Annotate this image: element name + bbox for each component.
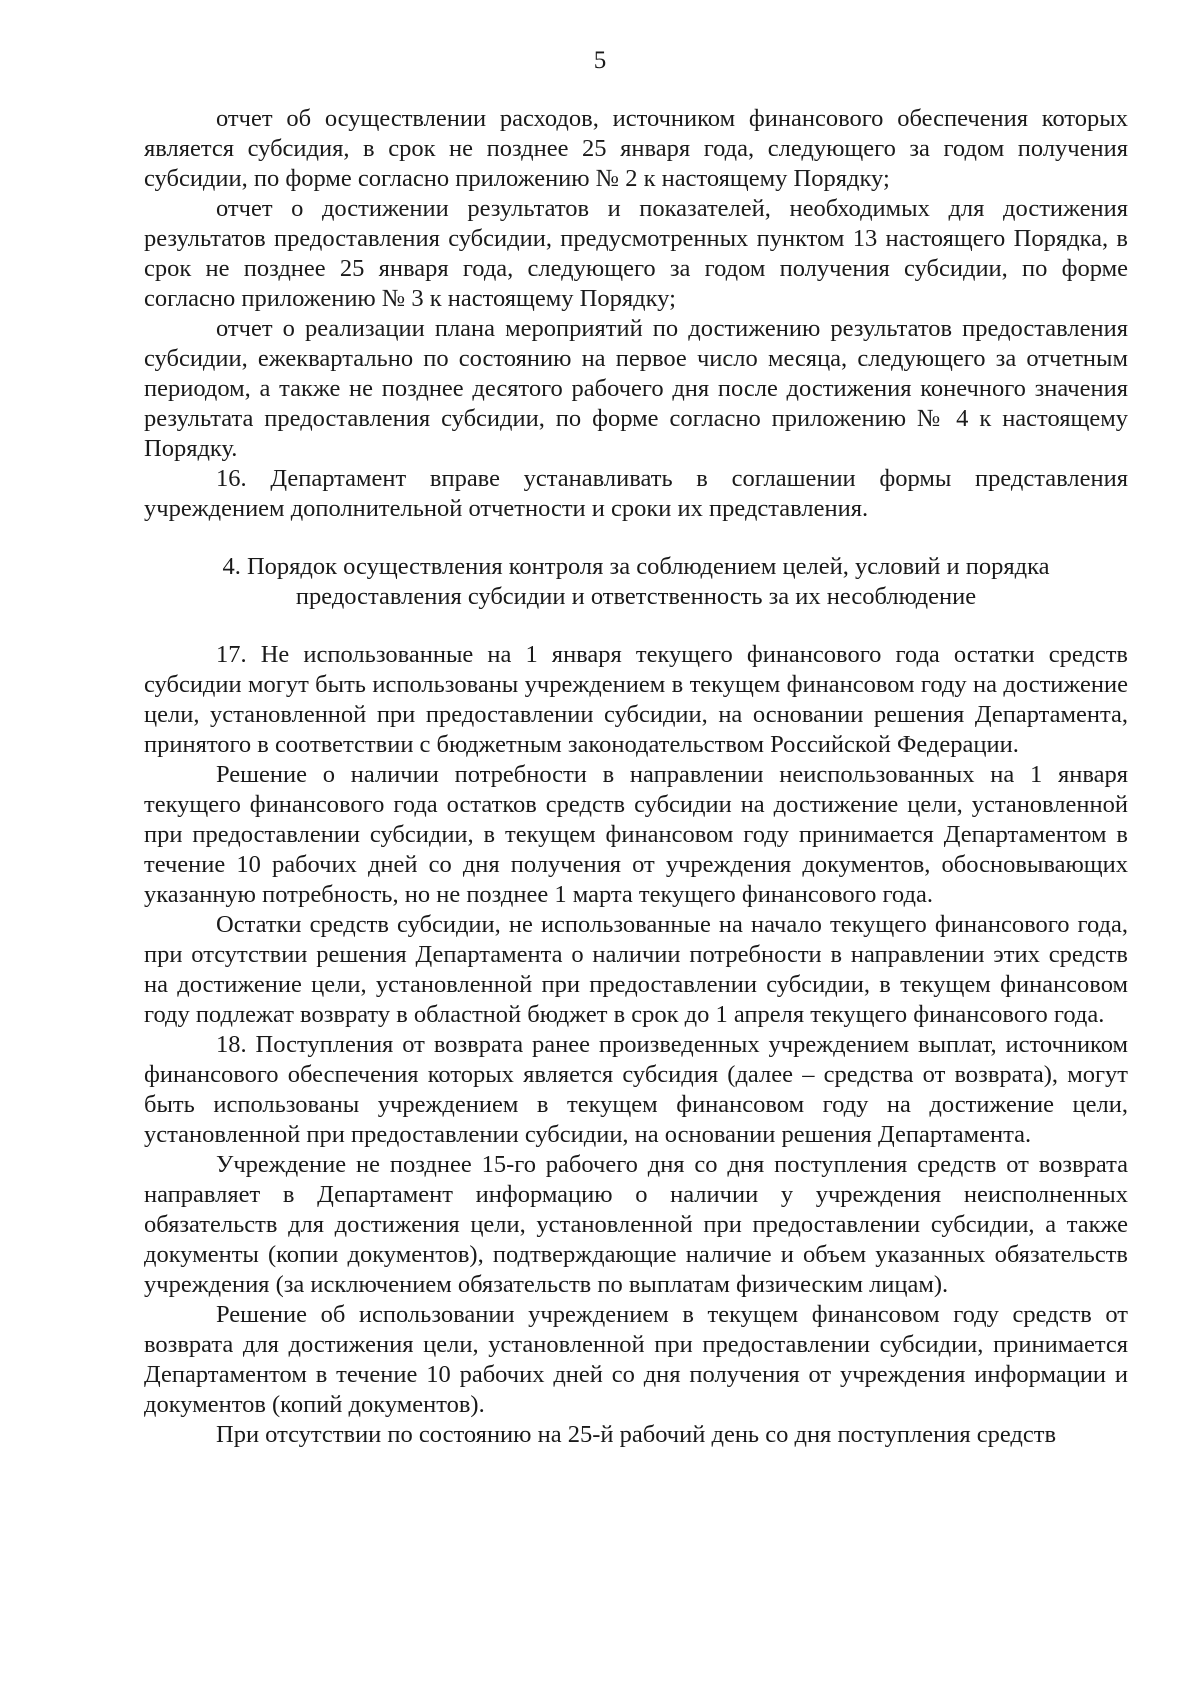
paragraph-clause-16: 16. Департамент вправе устанавливать в соглашении формы представления учреждением дополнительной отчетности и сроки их представления. <box>144 465 1128 522</box>
paragraph-report-results: отчет о достижении результатов и показателей, необходимых для достижения результатов предоставления субсидии, предусмотренных пунктом 13 настоящего Порядка, в срок не позднее 25 января года, следующего за годом получения субсидии, по форме согласно приложению № 3 к настоящему Порядку; <box>144 195 1128 312</box>
page-number: 5 <box>593 47 607 74</box>
paragraph-remaining-funds: Остатки средств субсидии, не использованные на начало текущего финансового года, при отсутствии решения Департамента о наличии потребности в направлении этих средств на достижение цели, установленной при предоставлении субсидии, в текущем финансовом году подлежат возврату в областной бюджет в срок до 1 апреля текущего финансового года. <box>144 911 1128 1028</box>
paragraph-absence: При отсутствии по состоянию на 25-й рабочий день со дня поступления средств <box>216 1421 1057 1448</box>
paragraph-institution-info: Учреждение не позднее 15-го рабочего дня со дня поступления средств от возврата направляет в Департамент информацию о наличии у учреждения неисполненных обязательств для достижения цели, установленной при предоставлении субсидии, а также документы (копии документов), подтверждающие наличие и объем указанных обязательств учреждения (за исключением обязательств по выплатам физическим лицам). <box>144 1151 1128 1298</box>
paragraph-report-plan: отчет о реализации плана мероприятий по достижению результатов предоставления субсидии, ежеквартально по состоянию на первое число месяца, следующего за отчетным периодом, а также не позднее десятого рабочего дня после достижения конечного значения результата предоставления субсидии, по форме согласно приложению № 4 к настоящему Порядку. <box>144 315 1128 462</box>
paragraph-clause-18: 18. Поступления от возврата ранее произведенных учреждением выплат, источником финансового обеспечения которых является субсидия (далее – средства от возврата), могут быть использованы учреждением в текущем финансовом году на достижение цели, установленной при предоставлении субсидии, на основании решения Департамента. <box>144 1031 1128 1148</box>
paragraph-report-expenses: отчет об осуществлении расходов, источником финансового обеспечения которых является субсидия, в срок не позднее 25 января года, следующего за годом получения субсидии, по форме согласно приложению № 2 к настоящему Порядку; <box>144 105 1128 192</box>
paragraph-decision-need: Решение о наличии потребности в направлении неиспользованных на 1 января текущего финансового года остатков средств субсидии на достижение цели, установленной при предоставлении субсидии, в текущем финансовом году принимается Департаментом в течение 10 рабочих дней со дня получения от учреждения документов, обосновывающих указанную потребность, но не позднее 1 марта текущего финансового года. <box>144 761 1128 908</box>
document-body <box>144 104 1128 1450</box>
paragraph-clause-17: 17. Не использованные на 1 января текущего финансового года остатки средств субсидии могут быть использованы учреждением в текущем финансовом году на достижение цели, установленной при предоставлении субсидии, на основании решения Департамента, принятого в соответствии с бюджетным законодательством Российской Федерации. <box>144 641 1128 758</box>
paragraph-decision-use: Решение об использовании учреждением в текущем финансовом году средств от возврата для достижения цели, установленной при предоставлении субсидии, принимается Департаментом в течение 10 рабочих дней со дня получения от учреждения информации и документов (копий документов). <box>144 1301 1128 1418</box>
section-heading: 4. Порядок осуществления контроля за соблюдением целей, условий и порядка предоставления субсидии и ответственность за их несоблюдение <box>222 553 1050 610</box>
